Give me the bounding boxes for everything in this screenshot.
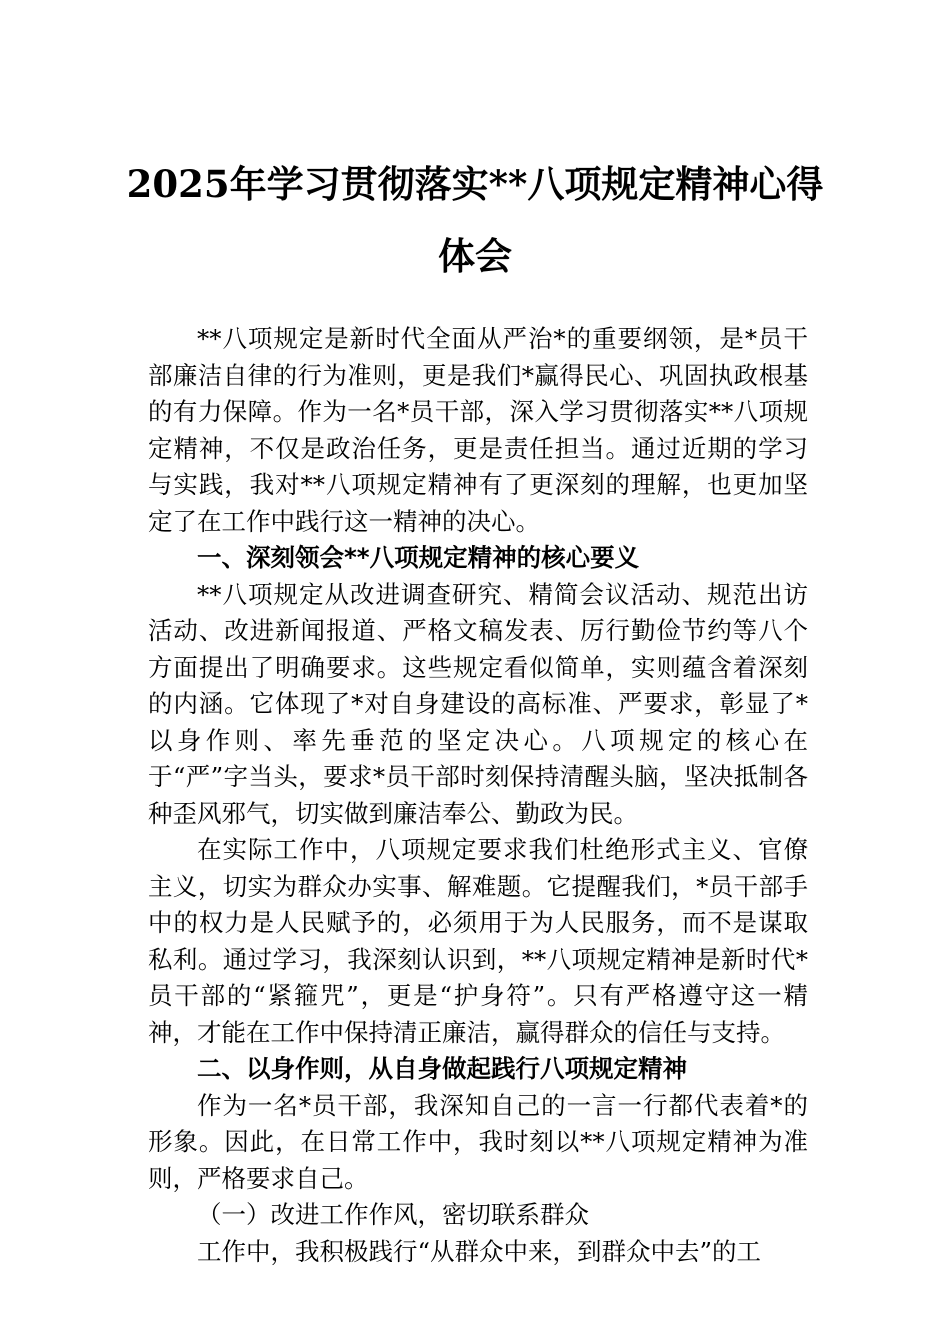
intro-paragraph: **八项规定是新时代全面从严治*的重要纲领，是*员干部廉洁自律的行为准则，更是我们*赢得民心、巩固执政根基的有力保障。作为一名*员干部，深入学习贯彻落实**八项规定精神，不仅是政治任务，更是责任担当。通过近期的学习与实践，我对**八项规定精神有了更深刻的理解，也更加坚定了在工作中践行这一精神的决心。 xyxy=(148,324,808,536)
section1-heading: 一、深刻领会**八项规定精神的核心要义 xyxy=(197,543,640,572)
section2-paragraph-1: 作为一名*员干部，我深知自己的一言一行都代表着*的形象。因此，在日常工作中，我时刻以**八项规定精神为准则，严格要求自己。 xyxy=(148,1090,808,1193)
document-title-line1: 2025年学习贯彻落实**八项规定精神心得 xyxy=(126,162,824,206)
subsection1-heading: （一）改进工作作风，密切联系群众 xyxy=(197,1200,589,1229)
section2-heading: 二、以身作则，从自身做起践行八项规定精神 xyxy=(197,1054,687,1083)
section1-paragraph-1: **八项规定从改进调查研究、精简会议活动、规范出访活动、改进新闻报道、严格文稿发表、厉行勤俭节约等八个方面提出了明确要求。这些规定看似简单，实则蕴含着深刻的内涵。它体现了*对自身建设的高标准、严要求，彰显了*以身作则、率先垂范的坚定决心。八项规定的核心在于“严”字当头，要求*员干部时刻保持清醒头脑，坚决抵制各种歪风邪气，切实做到廉洁奉公、勤政为民。 xyxy=(148,579,808,828)
subsection1-paragraph-1: 工作中，我积极践行“从群众中来，到群众中去”的工 xyxy=(197,1236,762,1266)
document-title-line2: 体会 xyxy=(438,234,512,278)
section1-paragraph-2: 在实际工作中，八项规定要求我们杜绝形式主义、官僚主义，切实为群众办实事、解难题。它提醒我们，*员干部手中的权力是人民赋予的，必须用于为人民服务，而不是谋取私利。通过学习，我深刻认识到，**八项规定精神是新时代*员干部的“紧箍咒”，更是“护身符”。只有严格遵守这一精神，才能在工作中保持清正廉洁，赢得群众的信任与支持。 xyxy=(148,835,808,1047)
document-body xyxy=(148,321,808,1270)
